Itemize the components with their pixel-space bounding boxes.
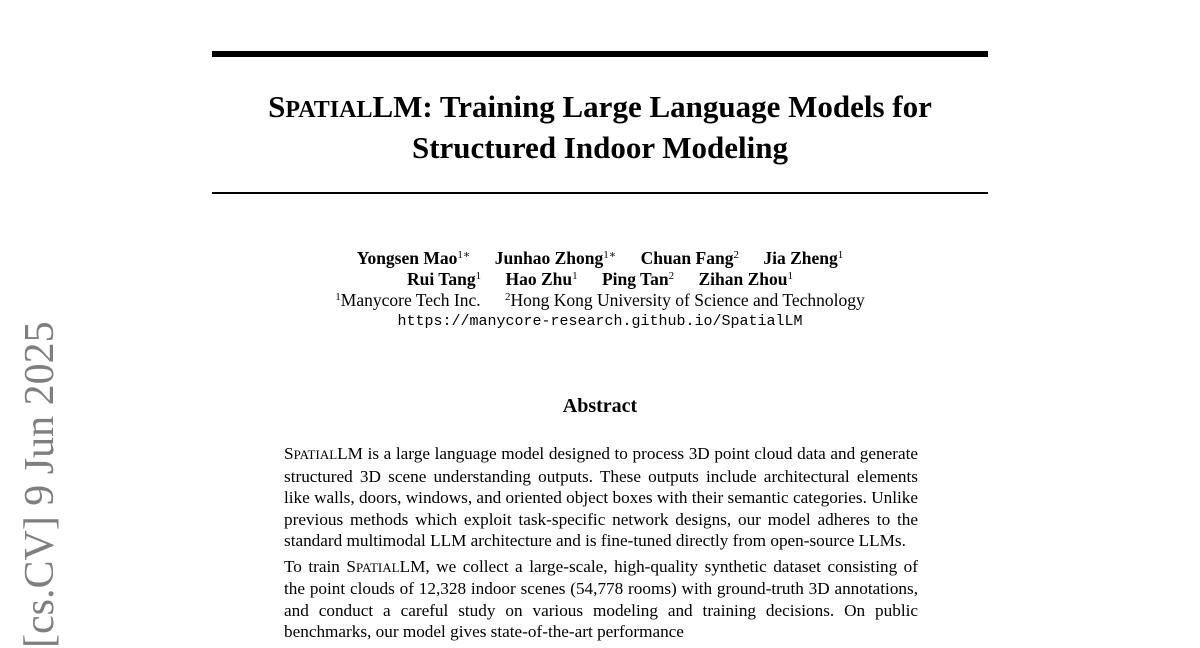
author-mark: 1: [475, 270, 482, 282]
abstract-paragraph-1: [284, 443, 918, 552]
abstract-paragraph-2-text: LM, we collect a large-scale, high-quality synthetic dataset consisting of the point clouds of 12,328 indoor scenes (54,778 rooms) with ground-truth 3D annotations, and conduct a careful study on various modeling and training decisions. On public benchmarks, our model gives state-of-the-art performance: [284, 556, 918, 641]
abstract-body: [284, 443, 918, 647]
author-line-1: [212, 248, 988, 269]
author: [698, 269, 793, 290]
abstract-smallcaps-rest: PATIAL: [293, 447, 338, 462]
abstract-heading: Abstract: [562, 395, 638, 417]
author-name: Chuan Fang: [640, 248, 734, 268]
author-mark: 1∗: [457, 249, 471, 261]
project-url[interactable]: https://manycore-research.github.io/SpatialLM: [397, 313, 803, 330]
abstract-smallcaps-rest: PATIAL: [355, 559, 400, 575]
arxiv-identifier-stamp: [cs.CV] 9 Jun 2025: [17, 321, 63, 648]
author-name: Zihan Zhou: [698, 269, 788, 289]
author: [641, 248, 739, 269]
author-name: Yongsen Mao: [356, 248, 458, 268]
title-line-1-rest: LM: Training Large Language Models for: [372, 89, 932, 124]
affiliation-line: [212, 290, 988, 311]
affiliation-name: Manycore Tech Inc.: [340, 290, 481, 310]
author: [505, 269, 577, 290]
author-line-2: [212, 269, 988, 290]
affiliation: [505, 290, 865, 311]
author-name: Jia Zheng: [763, 248, 838, 268]
author-name: Ping Tan: [601, 269, 669, 289]
abstract-paragraph-1-text: LM is a large language model designed to process 3D point cloud data and generate structured 3D scene understanding outputs. These outputs include architectural elements like walls, doors, windows, and oriented object boxes with their semantic categories. Unlike previous methods which exploit task-specific network designs, our model adheres to the standard multimodal LLM architecture and is fine-tuned directly from open-source LLMs.: [284, 444, 918, 550]
author: [407, 269, 481, 290]
author: [763, 248, 843, 269]
author: [357, 248, 471, 269]
author-name: Junhao Zhong: [494, 248, 604, 268]
title-line-1: [212, 88, 988, 129]
abstract-paragraph-2-lead: To train: [284, 556, 347, 576]
paper-title: [212, 88, 988, 166]
author-name: Hao Zhu: [505, 269, 573, 289]
affiliation: [335, 290, 480, 311]
abstract-smallcaps-initial: S: [284, 444, 294, 463]
abstract-paragraph-2: [284, 556, 918, 643]
title-bottom-rule: [212, 192, 988, 194]
author-mark: 2: [733, 249, 739, 261]
author: [602, 269, 674, 290]
affiliation-name: Hong Kong University of Science and Technology: [510, 290, 865, 310]
affiliation-mark: 2: [505, 291, 511, 303]
affiliation-mark: 1: [335, 291, 341, 303]
author-block: [212, 248, 988, 332]
author-mark: 1: [837, 249, 844, 261]
author-mark: 1: [572, 270, 578, 282]
author-name: Rui Tang: [406, 269, 476, 289]
title-smallcaps-rest: PATIAL: [285, 97, 373, 123]
title-line-2: Structured Indoor Modeling: [411, 130, 789, 165]
title-smallcaps-initial: S: [268, 89, 286, 124]
author-mark: 1∗: [603, 249, 617, 261]
abstract-smallcaps-initial: S: [346, 556, 356, 576]
author: [495, 248, 616, 269]
author-mark: 2: [668, 270, 675, 282]
author-mark: 1: [787, 270, 793, 282]
title-top-rule: [212, 51, 988, 57]
